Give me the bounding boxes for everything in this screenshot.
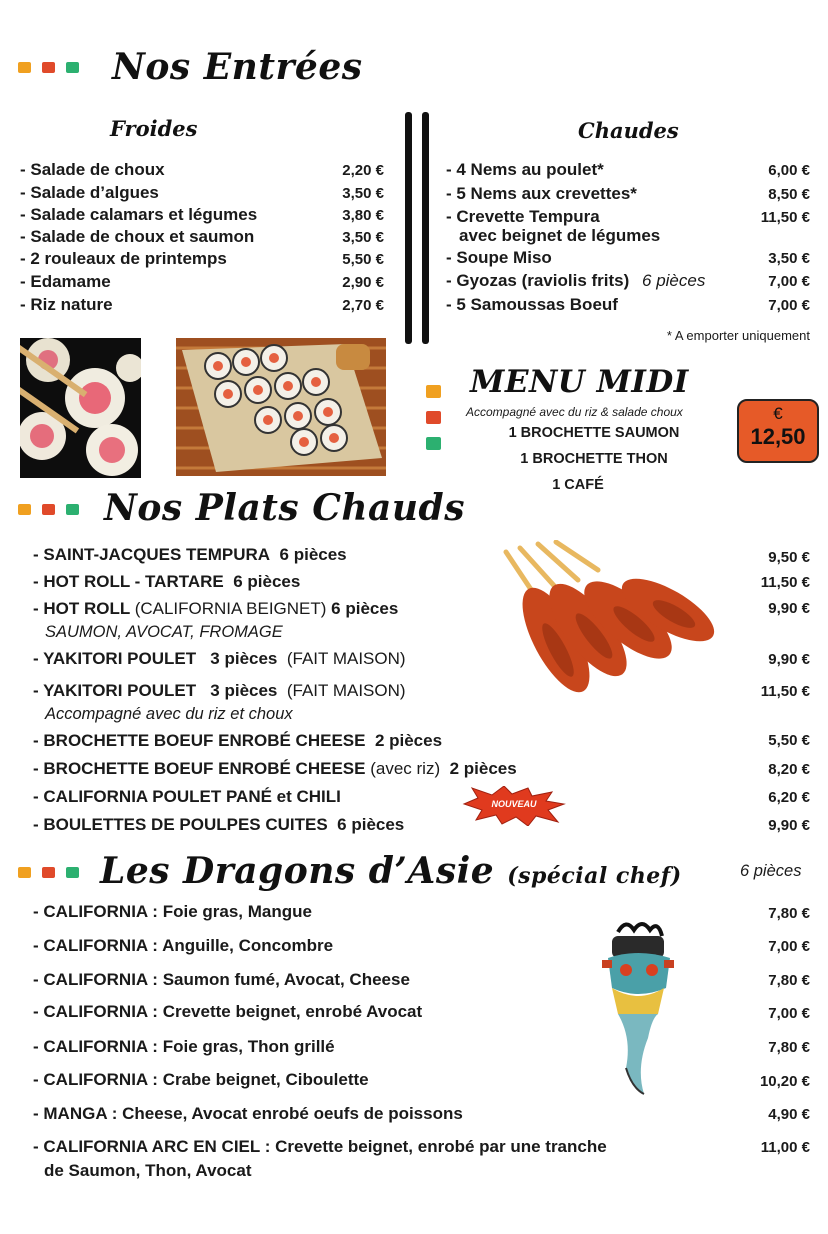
item-price: 10,20 € — [759, 1073, 810, 1090]
item-name: - SAINT-JACQUES TEMPURA — [33, 545, 271, 564]
orange-square-icon — [426, 385, 441, 398]
item-name: - CALIFORNIA : — [33, 1070, 158, 1089]
list-item — [33, 572, 300, 592]
item-qty: 6 pièces — [279, 545, 347, 564]
item-name: - YAKITORI POULET — [33, 649, 197, 668]
list-item: - Crevette Tempura — [446, 207, 600, 226]
item-desc: Foie gras, Mangue — [162, 902, 312, 921]
item-name: - CALIFORNIA ARC EN CIEL : — [33, 1137, 271, 1156]
item-subline: de Saumon, Thon, Avocat — [44, 1161, 252, 1180]
item-qty: 6 pièces — [331, 599, 399, 618]
nouveau-label: NOUVEAU — [491, 799, 537, 809]
item-desc: Cheese, Avocat enrobé oeufs de poissons — [122, 1104, 463, 1123]
item-name: - MANGA : — [33, 1104, 118, 1123]
list-item — [33, 545, 347, 565]
list-item — [33, 599, 398, 619]
item-name: - CALIFORNIA : — [33, 902, 158, 921]
list-item: - Salade de choux — [20, 160, 165, 179]
chaudes-title: Chaudes — [578, 118, 679, 143]
sushi-photo — [20, 338, 141, 478]
item-note: (avec riz) — [370, 759, 441, 778]
item-price: 4,90 € — [768, 1106, 810, 1123]
item-desc: Foie gras, Thon grillé — [162, 1037, 335, 1056]
list-item: - Salade d’algues — [20, 183, 159, 202]
item-price: 7,00 € — [768, 1005, 810, 1022]
item-price: 7,00 € — [768, 938, 810, 955]
red-square-icon — [42, 867, 55, 878]
list-item: - Salade calamars et légumes — [20, 205, 258, 224]
item-price: 2,70 € — [342, 297, 384, 314]
list-item — [33, 1002, 422, 1022]
list-item: - Riz nature — [20, 295, 113, 314]
item-qty: 6 pièces — [642, 271, 706, 290]
item-name: - CALIFORNIA : — [33, 1037, 158, 1056]
green-square-icon — [66, 504, 79, 515]
item-price: 7,80 € — [768, 972, 810, 989]
item-price: 6,00 € — [768, 162, 810, 179]
item-price: 7,80 € — [768, 1039, 810, 1056]
item-price: 11,50 € — [760, 683, 810, 700]
item-price: 9,90 € — [768, 817, 810, 834]
section-title-dragons — [100, 850, 682, 892]
red-square-icon — [42, 504, 55, 515]
item-price: 9,90 € — [768, 651, 810, 668]
section-title-entrees: Nos Entrées — [112, 46, 363, 88]
dragon-mask-icon — [598, 918, 678, 1096]
chopstick-icon — [405, 112, 412, 344]
list-item — [33, 1037, 335, 1057]
item-name: - BROCHETTE BOEUF ENROBÉ CHEESE — [33, 759, 366, 778]
item-price: 7,00 € — [768, 297, 810, 314]
red-square-icon — [426, 411, 441, 424]
item-price: 3,50 € — [342, 185, 384, 202]
item-price: 9,50 € — [768, 549, 810, 566]
item-desc: Crevette beignet, enrobé par une tranche — [275, 1137, 607, 1156]
list-item — [33, 902, 312, 922]
orange-square-icon — [18, 867, 31, 878]
item-name: - YAKITORI POULET — [33, 681, 197, 700]
item-name: - HOT ROLL - TARTARE — [33, 572, 224, 591]
section-title-plats: Nos Plats Chauds — [104, 487, 465, 529]
item-desc: Anguille, Concombre — [162, 936, 334, 955]
list-item: - Soupe Miso — [446, 248, 552, 267]
green-square-icon — [426, 437, 441, 450]
item-desc: Saumon fumé, Avocat, Cheese — [162, 970, 410, 989]
currency-symbol: € — [773, 404, 783, 423]
item-desc: Crevette beignet, enrobé Avocat — [162, 1002, 423, 1021]
item-subline: avec beignet de légumes — [459, 226, 661, 245]
item-note: (CALIFORNIA BEIGNET) — [134, 599, 327, 618]
list-item — [33, 936, 333, 956]
list-item: - Salade de choux et saumon — [20, 227, 255, 246]
item-name: - CALIFORNIA : — [33, 1002, 158, 1021]
list-item — [33, 1104, 463, 1124]
item-price: 8,50 € — [768, 186, 810, 203]
item-qty: 3 pièces — [210, 649, 278, 668]
item-name: - CALIFORNIA : — [33, 936, 158, 955]
item-name: - HOT ROLL — [33, 599, 130, 618]
item-qty: 6 pièces — [337, 815, 405, 834]
list-item — [446, 271, 705, 291]
item-price: 11,50 € — [760, 574, 810, 591]
item-price: 3,50 € — [342, 229, 384, 246]
item-price: 11,50 € — [760, 209, 810, 226]
list-item: - 5 Nems aux crevettes* — [446, 184, 637, 203]
red-square-icon — [42, 62, 55, 73]
item-qty: 2 pièces — [374, 731, 443, 750]
item-price: 9,90 € — [768, 600, 810, 617]
list-item — [33, 1070, 369, 1090]
menu-midi-item: 1 BROCHETTE SAUMON — [508, 425, 680, 441]
dragons-title-small: (spécial chef) — [507, 863, 682, 889]
menu-midi-subtitle: Accompagné avec du riz & salade choux — [466, 405, 683, 419]
list-item: - CALIFORNIA POULET PANÉ et CHILI — [33, 787, 341, 806]
item-price: 5,50 € — [768, 732, 810, 749]
item-qty: 6 pièces — [233, 572, 301, 591]
orange-square-icon — [18, 62, 31, 73]
menu-midi-price-box — [737, 399, 819, 463]
item-price: 5,50 € — [342, 251, 384, 268]
green-square-icon — [66, 867, 79, 878]
list-item: - Edamame — [20, 272, 111, 291]
item-subline: Accompagné avec du riz et choux — [45, 705, 293, 723]
list-item: - 4 Nems au poulet* — [446, 160, 604, 179]
item-note: (FAIT MAISON) — [286, 649, 406, 668]
nouveau-badge — [462, 786, 566, 826]
item-name: - BROCHETTE BOEUF ENROBÉ CHEESE — [33, 731, 366, 750]
list-item — [33, 759, 517, 779]
item-price: 3,80 € — [342, 207, 384, 224]
item-name: - CALIFORNIA : — [33, 970, 158, 989]
note-takeaway: * A emporter uniquement — [666, 328, 810, 343]
item-price: 7,80 € — [768, 905, 810, 922]
item-qty: 2 pièces — [449, 759, 517, 778]
orange-square-icon — [18, 504, 31, 515]
list-item — [33, 649, 406, 669]
list-item — [33, 681, 406, 701]
green-square-icon — [66, 62, 79, 73]
list-item: - 5 Samoussas Boeuf — [446, 295, 618, 314]
list-item — [33, 815, 404, 835]
list-item: - 2 rouleaux de printemps — [20, 249, 227, 268]
list-item — [33, 970, 410, 990]
item-desc: Crabe beignet, Ciboulette — [162, 1070, 369, 1089]
maki-plate-photo — [176, 338, 386, 476]
item-name: - Gyozas (raviolis frits) — [446, 271, 630, 290]
chopstick-icon — [422, 112, 429, 344]
menu-midi-item: 1 BROCHETTE THON — [520, 451, 668, 467]
item-price: 11,00 € — [760, 1139, 810, 1156]
item-price: 7,00 € — [768, 273, 810, 290]
menu-midi-title: MENU MIDI — [470, 364, 689, 400]
item-price: 3,50 € — [768, 250, 810, 267]
yakitori-photo — [498, 540, 728, 700]
menu-midi-item: 1 CAFÉ — [552, 477, 604, 493]
item-subline: SAUMON, AVOCAT, FROMAGE — [45, 623, 283, 641]
dragons-pieces: 6 pièces — [740, 862, 802, 880]
item-price: 2,90 € — [342, 274, 384, 291]
list-item — [33, 1137, 607, 1157]
item-name: - BOULETTES DE POULPES CUITES — [33, 815, 328, 834]
item-price: 6,20 € — [768, 789, 810, 806]
item-price: 2,20 € — [342, 162, 384, 179]
list-item — [33, 731, 442, 751]
froides-title: Froides — [110, 116, 198, 141]
item-qty: 3 pièces — [210, 681, 278, 700]
item-price: 8,20 € — [768, 761, 810, 778]
item-note: (FAIT MAISON) — [286, 681, 406, 700]
dragons-title-main: Les Dragons d’Asie — [100, 850, 495, 892]
menu-midi-price: 12,50 — [750, 424, 806, 449]
